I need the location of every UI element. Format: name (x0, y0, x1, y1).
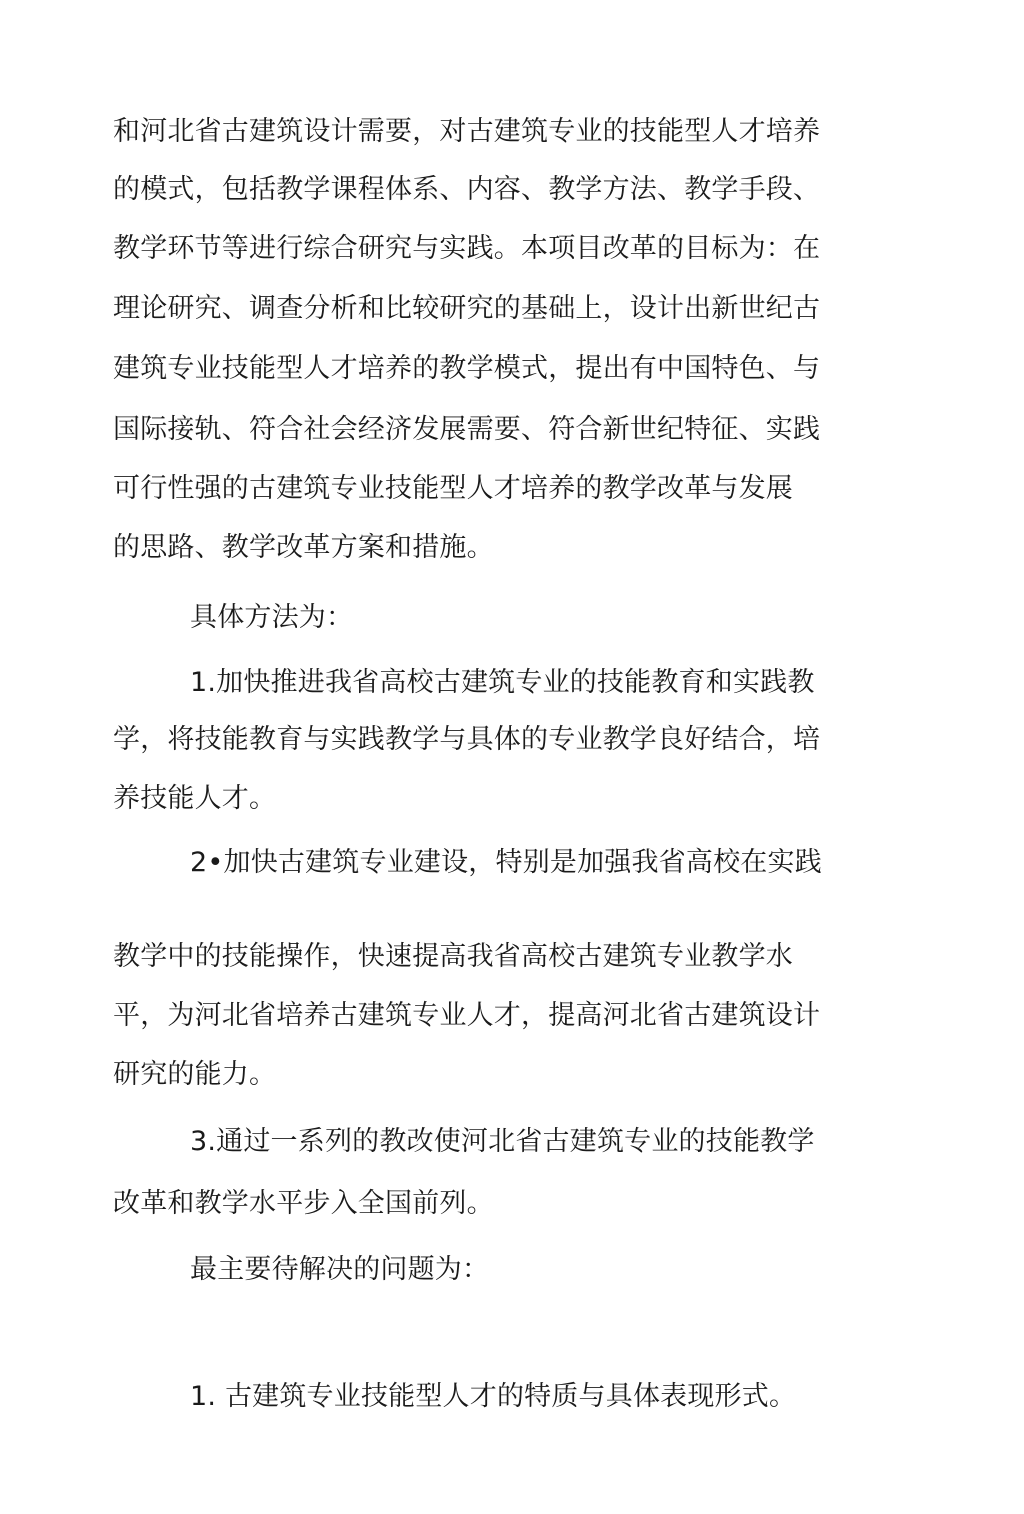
text-line-13: 2•加快古建筑专业建设，特别是加强我省高校在实践 (190, 847, 822, 878)
section-heading-problems: 最主要待解决的问题为： (190, 1254, 490, 1285)
text-line-4: 理论研究、调查分析和比较研究的基础上，设计出新世纪古 (113, 293, 821, 324)
text-line-10: 1.加快推进我省高校古建筑专业的技能教育和实践教 (190, 667, 815, 698)
text-line-18: 改革和教学水平步入全国前列。 (113, 1188, 494, 1219)
text-line-16: 研究的能力。 (113, 1059, 277, 1090)
text-line-5: 建筑专业技能型人才培养的教学模式，提出有中国特色、与 (113, 353, 821, 384)
section-heading-methods: 具体方法为： (190, 602, 354, 633)
text-line-20: 1. 古建筑专业技能型人才的特质与具体表现形式。 (190, 1381, 797, 1412)
text-line-11: 学，将技能教育与实践教学与具体的专业教学良好结合，培 (113, 724, 821, 755)
text-line-2: 的模式，包括教学课程体系、内容、教学方法、教学手段、 (113, 174, 821, 205)
text-line-12: 养技能人才。 (113, 783, 277, 814)
text-line-6: 国际接轨、符合社会经济发展需要、符合新世纪特征、实践 (113, 414, 821, 445)
text-line-8: 的思路、教学改革方案和措施。 (113, 532, 494, 563)
text-line-1: 和河北省古建筑设计需要，对古建筑专业的技能型人才培养 (113, 116, 821, 147)
text-line-17: 3.通过一系列的教改使河北省古建筑专业的技能教学 (190, 1126, 815, 1157)
text-line-7: 可行性强的古建筑专业技能型人才培养的教学改革与发展 (113, 473, 793, 504)
text-line-15: 平，为河北省培养古建筑专业人才，提高河北省古建筑设计 (113, 1000, 821, 1031)
text-line-3: 教学环节等进行综合研究与实践。本项目改革的目标为：在 (113, 233, 821, 264)
text-line-14: 教学中的技能操作，快速提高我省高校古建筑专业教学水 (113, 941, 793, 972)
